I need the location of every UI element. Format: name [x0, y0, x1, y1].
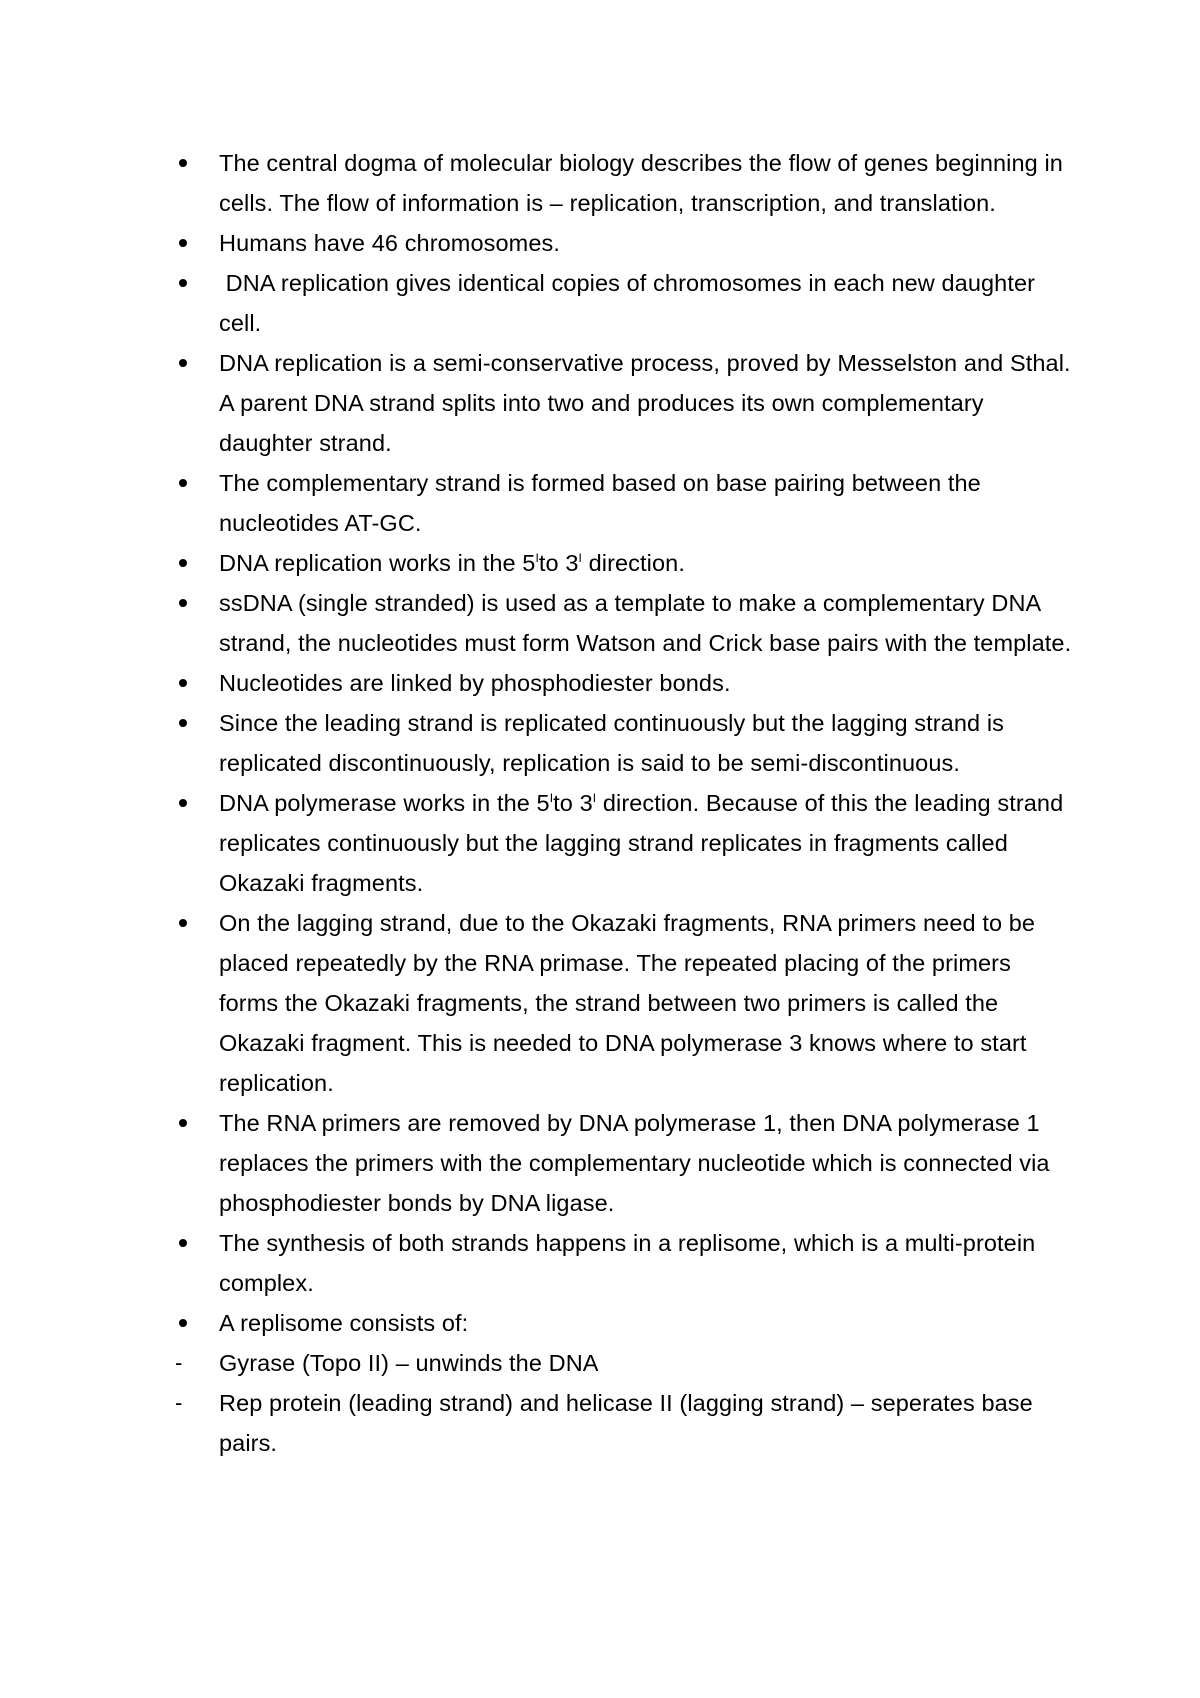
list-item: [173, 343, 1073, 463]
bullet-icon: [179, 783, 199, 823]
dash-marker: -: [175, 1350, 183, 1375]
item-text: Since the leading strand is replicated continuously but the lagging strand is replicated discontinuously, replication is said to be semi-discontinuous.: [219, 710, 1004, 776]
list-item: [173, 1103, 1073, 1223]
list-item: [173, 143, 1073, 223]
bullet-icon: [179, 1303, 199, 1343]
list-item: [173, 663, 1073, 703]
list-item: [173, 1383, 1073, 1463]
list-item: [173, 223, 1073, 263]
list-item: [173, 1343, 1073, 1383]
prime-mark: I: [578, 551, 582, 565]
list-item: [173, 783, 1073, 903]
bullet-icon: [179, 1103, 199, 1143]
bullet-icon: [179, 703, 199, 743]
item-text: Humans have 46 chromosomes.: [219, 230, 560, 256]
prime-mark: I: [592, 791, 597, 805]
item-text: The RNA primers are removed by DNA polymerase 1, then DNA polymerase 1 replaces the primers with the complementary nucleotide which is connected via phosphodiester bonds by DNA ligase.: [219, 1110, 1050, 1216]
item-text: On the lagging strand, due to the Okazaki fragments, RNA primers need to be placed repeatedly by the RNA primase. The repeated placing of the primers forms the Okazaki fragments, the strand between two primers is called the Okazaki fragment. This is needed to DNA polymerase 3 knows where to start replication.: [219, 910, 1036, 1096]
list-item: [173, 703, 1073, 783]
item-text: A replisome consists of:: [219, 1310, 469, 1336]
bullet-icon: [179, 663, 199, 703]
item-text: Gyrase (Topo II) – unwinds the DNA: [219, 1350, 599, 1376]
bullet-icon: [179, 583, 199, 623]
item-text: DNA replication gives identical copies of chromosomes in each new daughter cell.: [219, 270, 1042, 336]
item-text: Rep protein (leading strand) and helicase II (lagging strand) – seperates base pairs.: [219, 1390, 1033, 1456]
list-item: [173, 583, 1073, 663]
dash-marker: -: [175, 1390, 183, 1415]
bullet-icon: [179, 143, 199, 183]
item-text: The central dogma of molecular biology describes the flow of genes beginning in cells. The flow of information is – replication, transcription, and translation.: [219, 150, 1063, 216]
list-item: [173, 463, 1073, 543]
item-text: DNA replication is a semi-conservative process, proved by Messelston and Sthal. A parent DNA strand splits into two and produces its own complementary daughter strand.: [219, 350, 1071, 456]
bullet-icon: [179, 903, 199, 943]
list-item: [173, 263, 1073, 343]
item-text: DNA replication works in the $5^Ito$ $3^I$ direction.: [219, 550, 685, 576]
bullet-icon: [179, 343, 199, 383]
list-item: [173, 543, 1073, 583]
list-item: [173, 1223, 1073, 1303]
item-text: The complementary strand is formed based on base pairing between the nucleotides AT-GC.: [219, 470, 981, 536]
item-text: ssDNA (single stranded) is used as a template to make a complementary DNA strand, the nucleotides must form Watson and Crick base pairs with the template.: [219, 590, 1072, 656]
bullet-icon: [179, 543, 199, 583]
bullet-icon: [179, 263, 199, 303]
notes-list: [173, 143, 1073, 1463]
list-item: [173, 903, 1073, 1103]
bullet-icon: [179, 463, 199, 503]
prime-mark: I: [535, 551, 539, 565]
item-text: DNA polymerase works in the $5^Ito$ $3^I$ direction. Because of this the leading strand replicates continuously but the lagging strand replicates in fragments called Okazaki fragments.: [219, 790, 1064, 896]
bullet-icon: [179, 1223, 199, 1263]
bullet-icon: [179, 223, 199, 263]
prime-mark: I: [549, 791, 554, 805]
item-text: Nucleotides are linked by phosphodiester bonds.: [219, 670, 731, 696]
item-text: The synthesis of both strands happens in a replisome, which is a multi-protein complex.: [219, 1230, 1036, 1296]
list-item: [173, 1303, 1073, 1343]
